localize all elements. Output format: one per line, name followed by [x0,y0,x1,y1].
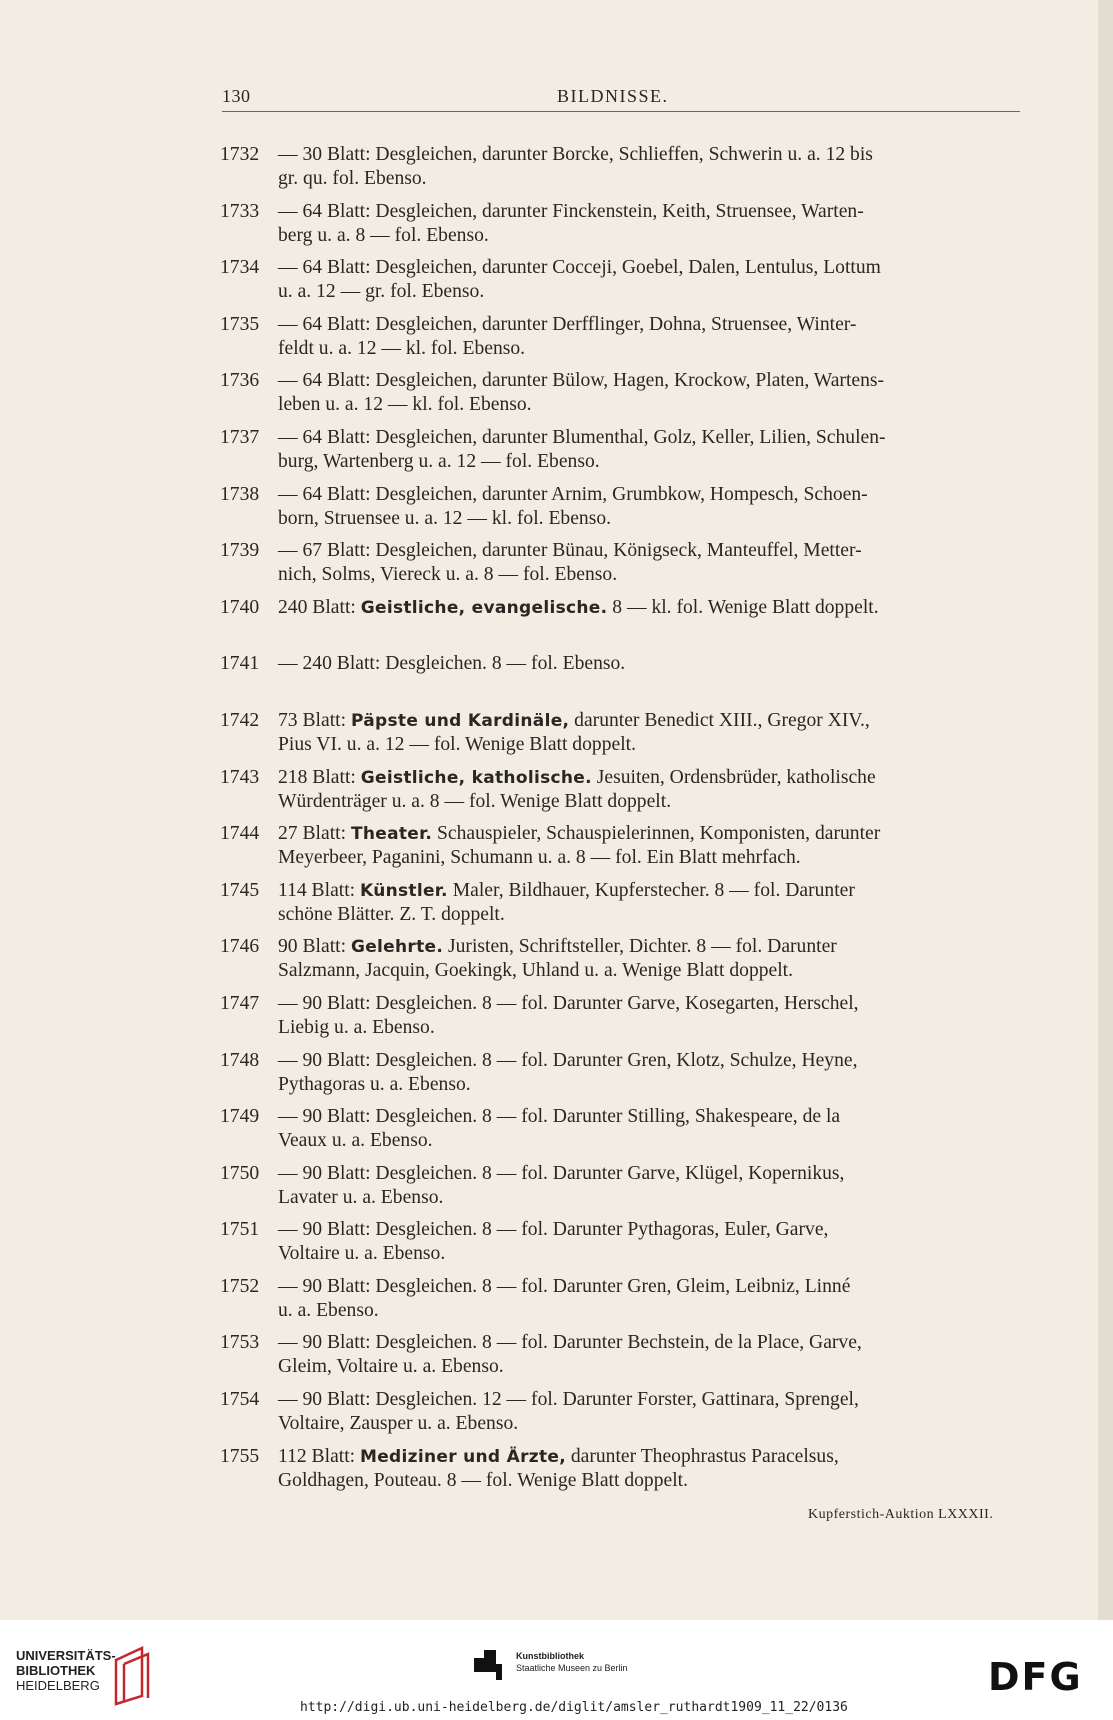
entry-line-1: — 90 Blatt: Desgleichen. 8 — fol. Darunter Gren, Klotz, Schulze, Heyne, [278,1049,858,1071]
entry-line-2: feldt u. a. 12 — kl. fol. Ebenso. [278,337,526,359]
entry-number: 1736 [220,370,260,392]
scan-edge [1098,0,1113,1620]
entry-text [278,766,1035,814]
entry-line-2: Würdenträger u. a. 8 — fol. Wenige Blatt doppelt. [278,790,672,812]
entry-text [278,1162,1035,1210]
entry-line-1: — 30 Blatt: Desgleichen, darunter Borcke, Schlieffen, Schwerin u. a. 12 bis [278,144,873,165]
entry-line-2: burg, Wartenberg u. a. 12 — fol. Ebenso. [278,450,600,472]
entry-suffix: Juristen, Schriftsteller, Dichter. 8 — fol. Darunter [443,936,837,958]
kb-line-1: Kunstbibliothek [516,1651,584,1661]
entry-number: 1755 [220,1445,260,1467]
entry-text [278,1388,1035,1436]
entry-suffix: 8 — kl. fol. Wenige Blatt doppelt. [607,596,879,618]
entry-line-1 [278,822,1035,846]
ub-heidelberg-label [16,1648,116,1693]
entry-number: 1740 [220,596,260,618]
entry-line-2: nich, Solms, Viereck u. a. 8 — fol. Ebenso. [278,564,618,586]
catalog-entry [220,879,1035,936]
entry-category: Päpste und Kardinäle, [350,710,570,731]
kunstbibliothek-label [516,1650,628,1674]
entry-line-2: Goldhagen, Pouteau. 8 — fol. Wenige Blatt doppelt. [278,1469,689,1491]
ub-line-1: UNIVERSITÄTS- [16,1648,116,1663]
catalog-entry [220,709,1035,766]
entry-text [278,1105,1035,1153]
page-title: BILDNISSE. [557,86,669,106]
entry-text [278,426,1035,474]
catalog-entry [220,1162,1035,1219]
entry-prefix: 73 Blatt: [278,709,351,731]
entry-number: 1741 [220,653,260,675]
entry-line-1: — 90 Blatt: Desgleichen. 8 — fol. Darunter Gren, Gleim, Leibniz, Linné [278,1275,851,1297]
entry-line-2: Voltaire u. a. Ebenso. [278,1243,446,1265]
entry-prefix: 114 Blatt: [278,879,361,901]
entry-number: 1733 [220,200,260,222]
ub-line-3: HEIDELBERG [16,1678,100,1693]
entry-line-2: u. a. Ebenso. [278,1299,379,1321]
entry-category: Theater. [350,824,433,845]
entry-text [278,200,1035,248]
entry-number: 1732 [220,144,260,165]
entry-category: Mediziner und Ärzte, [360,1446,566,1467]
entry-suffix: Schauspieler, Schauspielerinnen, Komponisten, darunter [432,823,881,845]
entry-prefix: 112 Blatt: [278,1445,361,1467]
entry-number: 1749 [220,1106,260,1128]
entry-text [278,256,1035,304]
entry-number: 1751 [220,1219,260,1241]
entry-text [278,935,1035,983]
entry-text [278,822,1035,870]
entry-line-2: gr. qu. fol. Ebenso. [278,168,427,189]
entry-line-2: berg u. a. 8 — fol. Ebenso. [278,224,489,246]
entry-number: 1742 [220,709,260,731]
entry-number: 1750 [220,1162,260,1184]
entry-line-1: — 64 Blatt: Desgleichen, darunter Arnim, Grumbkow, Hompesch, Schoen- [278,483,868,505]
catalog-entry [220,483,1035,540]
catalog-entry [220,822,1035,879]
entry-number: 1748 [220,1049,260,1071]
entry-suffix: Jesuiten, Ordensbrüder, katholische [591,766,876,788]
catalog-entry [220,1049,1035,1106]
catalog-entry [220,935,1035,992]
entry-line-2: Lavater u. a. Ebenso. [278,1186,444,1208]
entry-text [278,709,1035,757]
header-rule [222,111,1020,112]
entry-number: 1753 [220,1332,260,1354]
entry-line-2: born, Struensee u. a. 12 — kl. fol. Ebenso. [278,507,612,529]
entry-number: 1735 [220,313,260,335]
ub-logo-icon [112,1646,156,1706]
entry-category: Künstler. [360,880,448,901]
entry-line-1 [278,1445,1035,1469]
entry-number: 1745 [220,879,260,901]
entry-category: Geistliche, evangelische. [360,597,608,618]
entry-text [278,313,1035,361]
entry-text [278,369,1035,417]
entry-line-1: — 64 Blatt: Desgleichen, darunter Finckenstein, Keith, Struensee, Warten- [278,200,864,222]
entry-line-2: Voltaire, Zausper u. a. Ebenso. [278,1413,519,1435]
entry-line-1 [278,766,1035,790]
entry-text [278,1049,1035,1097]
entry-number: 1746 [220,936,260,958]
ub-line-2: BIBLIOTHEK [16,1663,96,1678]
entry-prefix: 27 Blatt: [278,823,351,845]
entry-number: 1734 [220,257,260,279]
entry-line-1: — 90 Blatt: Desgleichen. 8 — fol. Darunter Stilling, Shakespeare, de la [278,1106,841,1128]
entry-line-1: — 67 Blatt: Desgleichen, darunter Bünau, Königseck, Manteuffel, Metter- [278,540,862,562]
entry-text [278,143,1035,191]
catalog-entry [220,143,1035,200]
entry-line-2: Pius VI. u. a. 12 — fol. Wenige Blatt doppelt. [278,733,636,755]
entry-line-1: — 90 Blatt: Desgleichen. 8 — fol. Darunter Bechstein, de la Place, Garve, [278,1332,862,1354]
entry-text [278,1445,1035,1493]
kunstbibliothek-logo-icon [474,1650,510,1680]
catalog-entry [220,200,1035,257]
entry-category: Gelehrte. [350,937,444,958]
entry-line-2: Gleim, Voltaire u. a. Ebenso. [278,1356,504,1378]
entry-prefix: 218 Blatt: [278,766,361,788]
entry-prefix: 90 Blatt: [278,936,351,958]
entry-line-2: Salzmann, Jacquin, Goekingk, Uhland u. a. Wenige Blatt doppelt. [278,960,794,982]
entry-number: 1752 [220,1275,260,1297]
entry-line-2: leben u. a. 12 — kl. fol. Ebenso. [278,394,532,416]
footer-note: Kupferstich-Auktion LXXXII. [808,1507,994,1522]
catalog-entry [220,1218,1035,1275]
entry-number: 1738 [220,483,260,505]
entry-line-1 [278,879,1035,903]
catalog-entry [220,1445,1035,1502]
catalog-entry [220,652,1035,709]
entry-text [278,879,1035,927]
entry-line-1: — 90 Blatt: Desgleichen. 8 — fol. Darunter Garve, Kosegarten, Herschel, [278,992,859,1014]
page-number: 130 [222,86,251,106]
entry-line-1: — 64 Blatt: Desgleichen, darunter Bülow, Hagen, Krockow, Platen, Wartens- [278,370,885,392]
entry-number: 1754 [220,1389,260,1411]
entry-line-1 [278,935,1035,959]
entry-line-2: u. a. 12 — gr. fol. Ebenso. [278,281,485,303]
entry-prefix: 240 Blatt: [278,596,361,618]
entry-line-2: Pythagoras u. a. Ebenso. [278,1073,471,1095]
entry-text [278,483,1035,531]
entry-line-1: — 64 Blatt: Desgleichen, darunter Cocceji, Goebel, Dalen, Lentulus, Lottum [278,257,881,279]
entry-line-1: — 90 Blatt: Desgleichen. 8 — fol. Darunter Garve, Klügel, Kopernikus, [278,1162,845,1184]
entry-line-1: — 240 Blatt: Desgleichen. 8 — fol. Ebenso. [278,653,626,675]
page-header [222,86,1022,110]
entry-line-1: — 90 Blatt: Desgleichen. 12 — fol. Darunter Forster, Gattinara, Sprengel, [278,1389,859,1411]
catalog-entry [220,256,1035,313]
entry-suffix: darunter Theophrastus Paracelsus, [565,1445,839,1467]
entry-text [278,1218,1035,1266]
entry-text [278,652,1035,676]
entry-line-1 [278,709,1035,733]
entry-line-1 [278,596,1035,620]
catalog-entry [220,596,1035,653]
entry-number: 1743 [220,766,260,788]
entry-line-1: — 64 Blatt: Desgleichen, darunter Blumenthal, Golz, Keller, Lilien, Schulen- [278,426,886,448]
catalog-entry [220,426,1035,483]
entry-text [278,539,1035,587]
catalog-entry [220,1388,1035,1445]
catalog-entry [220,1331,1035,1388]
entry-suffix: Maler, Bildhauer, Kupferstecher. 8 — fol. Darunter [447,879,855,901]
entry-text [278,596,1035,620]
entry-line-1: — 64 Blatt: Desgleichen, darunter Derfflinger, Dohna, Struensee, Winter- [278,313,857,335]
entry-line-2: Meyerbeer, Paganini, Schumann u. a. 8 — fol. Ein Blatt mehrfach. [278,847,801,869]
entry-category: Geistliche, katholische. [360,767,592,788]
catalog-entry [220,1275,1035,1332]
entry-text [278,1275,1035,1323]
entry-number: 1737 [220,426,260,448]
entry-line-2: Liebig u. a. Ebenso. [278,1016,435,1038]
entry-line-2: schöne Blätter. Z. T. doppelt. [278,903,505,925]
dfg-logo: DFG [988,1655,1083,1699]
catalog-entry [220,1105,1035,1162]
catalog-entry [220,992,1035,1049]
source-url[interactable]: http://digi.ub.uni-heidelberg.de/diglit/amsler_ruthardt1909_11_22/0136 [300,1700,848,1715]
entry-line-1: — 90 Blatt: Desgleichen. 8 — fol. Darunter Pythagoras, Euler, Garve, [278,1219,829,1241]
entry-text [278,1331,1035,1379]
catalog-entry [220,539,1035,596]
entry-number: 1744 [220,823,260,845]
entry-suffix: darunter Benedict XIII., Gregor XIV., [569,709,870,731]
entry-number: 1739 [220,540,260,562]
catalog-entries [220,143,1035,1501]
catalog-entry [220,766,1035,823]
entry-number: 1747 [220,992,260,1014]
catalog-entry [220,313,1035,370]
entry-text [278,992,1035,1040]
catalog-entry [220,369,1035,426]
entry-line-2: Veaux u. a. Ebenso. [278,1130,433,1152]
kb-line-2: Staatliche Museen zu Berlin [516,1663,628,1673]
